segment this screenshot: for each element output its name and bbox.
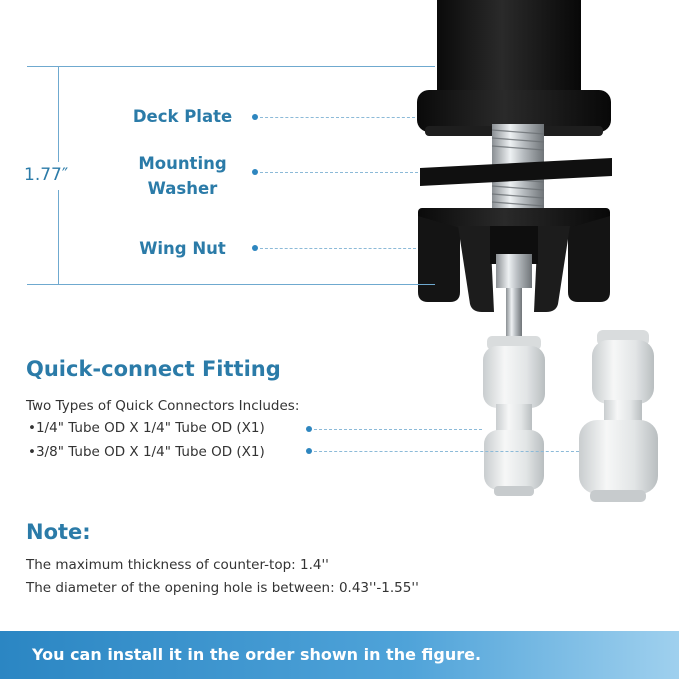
leader-dot-connector-large xyxy=(306,448,312,454)
supply-tube-stem xyxy=(496,254,532,342)
faucet-column xyxy=(437,0,581,95)
label-deck-plate: Deck Plate xyxy=(132,107,233,126)
note-line-1: The maximum thickness of counter-top: 1.4'' xyxy=(26,557,329,573)
connector-large xyxy=(579,330,658,502)
label-mounting-washer-line2: Washer xyxy=(147,179,218,198)
dimension-value: 1.77″ xyxy=(24,165,69,185)
label-wing-nut: Wing Nut xyxy=(139,239,226,258)
note-line-2: The diameter of the opening hole is between: 0.43''-1.55'' xyxy=(26,580,419,596)
fitting-title: Quick-connect Fitting xyxy=(26,357,281,381)
fitting-item-2: •3/8" Tube OD X 1/4" Tube OD (X1) xyxy=(28,444,265,460)
leader-dot-deck-plate xyxy=(252,114,258,120)
leader-dot-connector-small xyxy=(306,426,312,432)
leader-line-deck-plate xyxy=(260,117,415,118)
fitting-item-1: •1/4" Tube OD X 1/4" Tube OD (X1) xyxy=(28,420,265,436)
instruction-banner xyxy=(0,631,679,679)
note-title: Note: xyxy=(26,520,91,544)
leader-line-connector-small xyxy=(314,429,482,430)
dimension-vertical-line-lower xyxy=(58,190,59,284)
connector-small xyxy=(483,336,545,496)
dimension-top-line xyxy=(27,66,435,67)
dimension-bottom-line xyxy=(27,284,435,285)
leader-line-connector-large xyxy=(314,451,579,452)
instruction-banner-text: You can install it in the order shown in the figure. xyxy=(32,645,482,664)
label-mounting-washer-line1: Mounting xyxy=(138,154,227,173)
leader-line-mounting-washer xyxy=(260,172,418,173)
leader-line-wing-nut xyxy=(260,248,416,249)
leader-dot-wing-nut xyxy=(252,245,258,251)
fitting-intro: Two Types of Quick Connectors Includes: xyxy=(26,398,300,414)
leader-dot-mounting-washer xyxy=(252,169,258,175)
dimension-vertical-line-upper xyxy=(58,66,59,162)
